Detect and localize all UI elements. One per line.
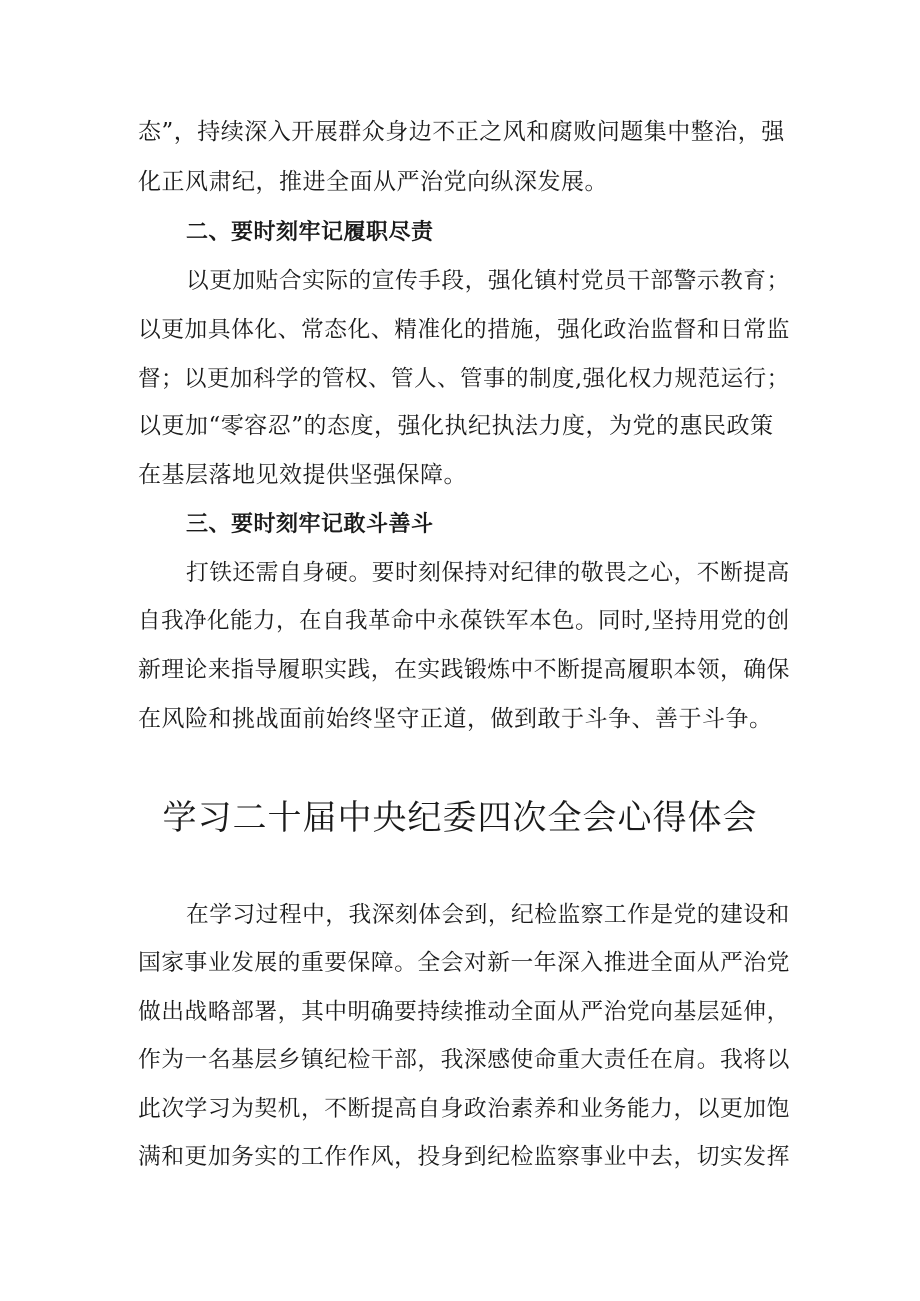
paragraph-line: 以更加具体化、常态化、精准化的措施，强化政治监督和日常监 — [138, 317, 790, 343]
section-heading: 三、要时刻牢记敢斗善斗 — [186, 512, 434, 537]
paragraph-line: 在学习过程中，我深刻体会到，纪检监察工作是党的建设和 — [186, 902, 790, 928]
paragraph-line: 新理论来指导履职实践，在实践锻炼中不断提高履职本领，确保 — [138, 657, 790, 683]
paragraph-line: 做出战略部署，其中明确要持续推动全面从严治党向基层延伸， — [138, 999, 790, 1025]
paragraph-line: 打铁还需自身硬。要时刻保持对纪律的敬畏之心，不断提高 — [186, 560, 790, 586]
paragraph-line: 国家事业发展的重要保障。全会对新一年深入推进全面从严治党 — [138, 950, 790, 976]
section-heading: 二、要时刻牢记履职尽责 — [186, 220, 434, 245]
paragraph-line: 满和更加务实的工作作风，投身到纪检监察事业中去，切实发挥 — [138, 1144, 790, 1170]
paragraph-line: 在基层落地见效提供坚强保障。 — [138, 462, 467, 488]
paragraph-line: 作为一名基层乡镇纪检干部，我深感使命重大责任在肩。我将以 — [138, 1047, 790, 1073]
paragraph-line: 自我净化能力，在自我革命中永葆铁军本色。同时,坚持用党的创 — [138, 608, 790, 634]
article-title: 学习二十届中央纪委四次全会心得体会 — [162, 798, 758, 838]
paragraph-line: 在风险和挑战面前始终坚守正道，做到敢于斗争、善于斗争。 — [138, 706, 773, 732]
paragraph-line: 化正风肃纪，推进全面从严治党向纵深发展。 — [138, 169, 608, 195]
paragraph-line: 态”，持续深入开展群众身边不正之风和腐败问题集中整治，强 — [138, 119, 785, 145]
paragraph-line: 此次学习为契机，不断提高自身政治素养和业务能力，以更加饱 — [138, 1096, 790, 1122]
paragraph-line: 督；以更加科学的管权、管人、管事的制度,强化权力规范运行； — [138, 366, 790, 392]
paragraph-line: 以更加“零容忍”的态度，强化执纪执法力度，为党的惠民政策 — [138, 413, 774, 439]
paragraph-line: 以更加贴合实际的宣传手段，强化镇村党员干部警示教育； — [186, 268, 790, 294]
